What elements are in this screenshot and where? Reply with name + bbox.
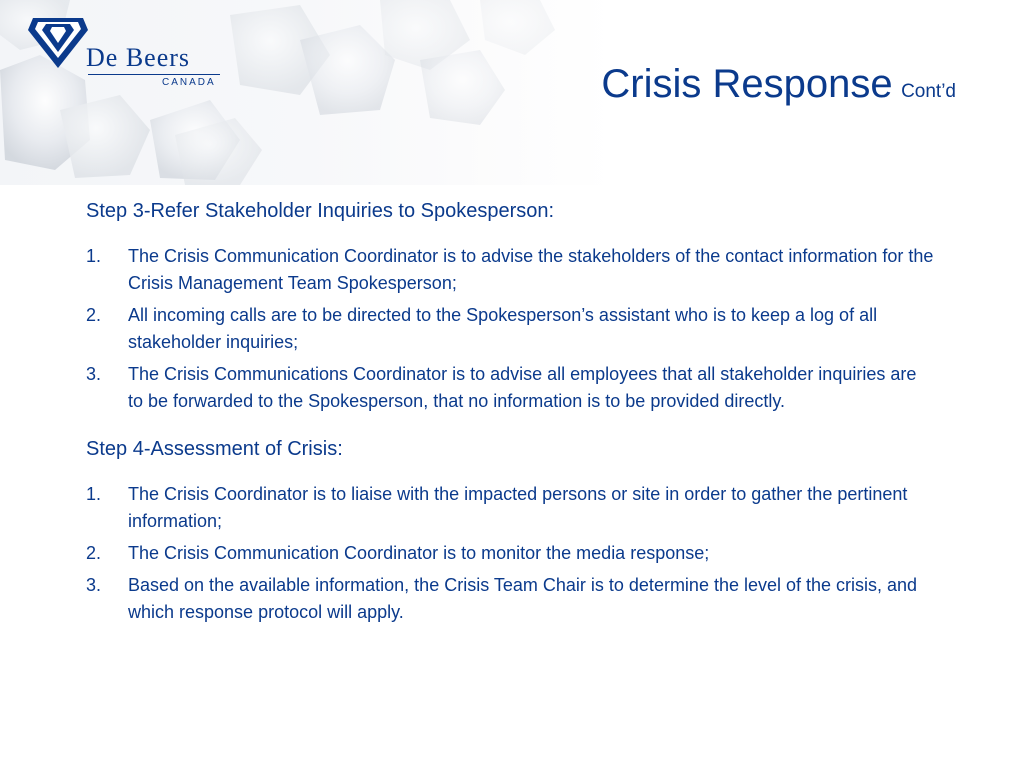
slide-title [601, 62, 956, 107]
diamond-logo-icon [28, 10, 88, 70]
brand-name: De Beers [86, 43, 191, 72]
brand-country: CANADA [162, 77, 216, 88]
list-item-text: The Crisis Communication Coordinator is to advise the stakeholders of the contact information for the Crisis Management Team Spokesperson; [128, 246, 934, 293]
section-heading: Step 4-Assessment of Crisis: [86, 438, 343, 460]
slide-body [86, 197, 936, 631]
list-number: 2. [86, 543, 102, 563]
section-step-4 [86, 435, 936, 626]
list-item [86, 243, 936, 297]
section-step-3 [86, 197, 936, 415]
list-item [86, 481, 936, 535]
list-item-text: All incoming calls are to be directed to the Spokesperson’s assistant who is to keep a log of all stakeholder inquiries; [128, 305, 878, 352]
list-item [86, 302, 936, 356]
list-item-text: Based on the available information, the Crisis Team Chair is to determine the level of the crisis, and which response protocol will apply. [128, 575, 918, 622]
list-number: 3. [86, 575, 102, 595]
list-item-text: The Crisis Communications Coordinator is to advise all employees that all stakeholder inquiries are to be forwarded to the Spokesperson, that no information is to be provided directly. [128, 364, 917, 411]
list-item-text: The Crisis Coordinator is to liaise with the impacted persons or site in order to gather the pertinent information; [128, 484, 908, 531]
step-list [86, 243, 936, 415]
step-list [86, 481, 936, 626]
list-number: 2. [86, 305, 102, 325]
debeers-logo [28, 10, 216, 90]
header-banner [0, 0, 1024, 185]
list-number: 3. [86, 364, 102, 384]
brand-divider [88, 74, 220, 75]
section-heading: Step 3-Refer Stakeholder Inquiries to Spokesperson: [86, 200, 555, 222]
title-main: Crisis Response [601, 62, 893, 106]
title-suffix: Cont’d [901, 81, 956, 102]
list-item [86, 361, 936, 415]
list-item-text: The Crisis Communication Coordinator is to monitor the media response; [128, 543, 710, 563]
list-item [86, 540, 936, 567]
list-item [86, 572, 936, 626]
list-number: 1. [86, 484, 102, 504]
list-number: 1. [86, 246, 102, 266]
